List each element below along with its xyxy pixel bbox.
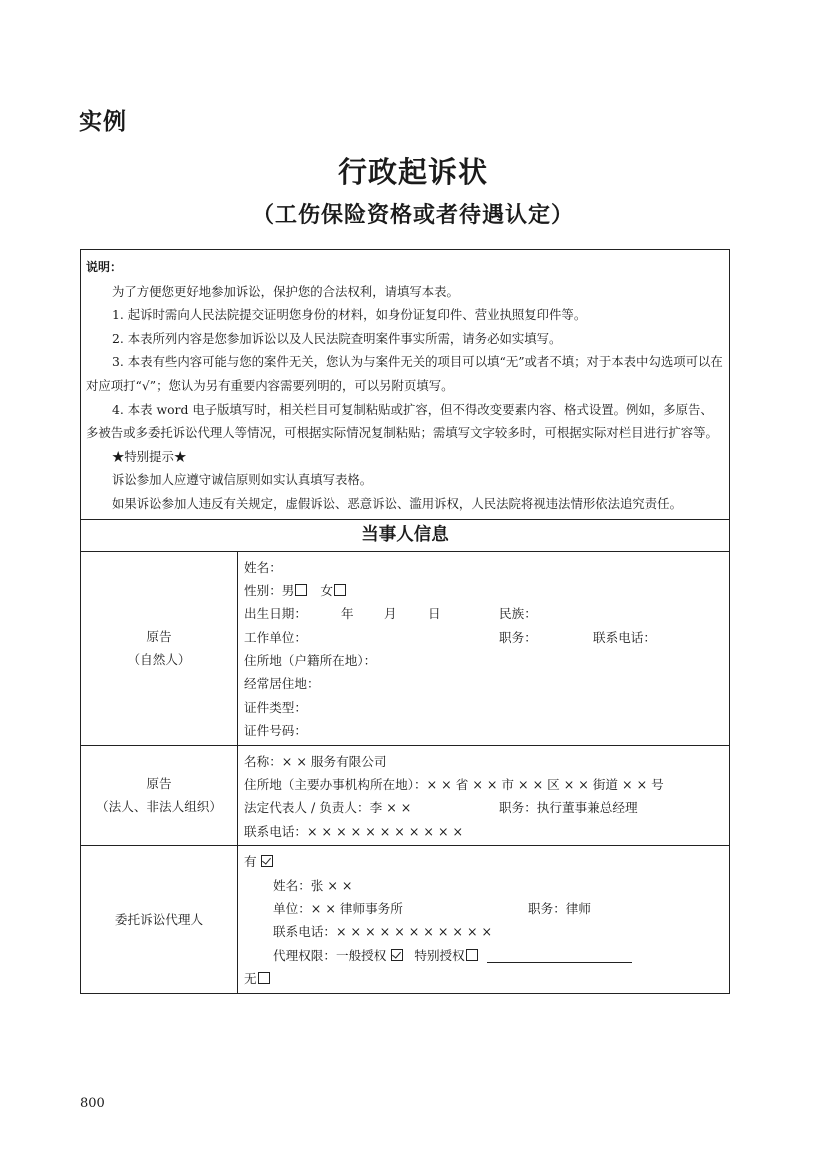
instruction-paragraph: 如果诉讼参加人违反有关规定，虚假诉讼、恶意诉讼、滥用诉权，人民法院将视违法情形依法追究责任。 (112, 495, 682, 511)
employer-field[interactable]: 工作单位： (244, 629, 307, 645)
general-authority-label: 代理权限：一般授权 (273, 947, 387, 963)
agent-name-field[interactable]: 姓名：张 × × (273, 877, 353, 893)
ethnicity-field[interactable]: 民族： (499, 606, 537, 622)
female-checkbox[interactable] (334, 584, 346, 596)
year-label: 年 (341, 606, 354, 622)
instruction-paragraph: 诉讼参加人应遵守诚信原则如实认真填写表格。 (112, 472, 373, 488)
birth-date-label: 出生日期： (244, 606, 307, 622)
special-authority-checkbox[interactable] (466, 949, 478, 961)
male-option-label: 男 (281, 582, 295, 598)
agent-row (81, 846, 730, 993)
month-label: 月 (384, 606, 397, 622)
employer-line (244, 626, 724, 649)
instruction-paragraph: 1. 起诉时需向人民法院提交证明您身份的材料，如身份证复印件、营业执照复印件等。 (112, 307, 587, 323)
instruction-paragraph: 4. 本表 word 电子版填写时，相关栏目可复制粘贴或扩容，但不得改变要素内容、格式设置。例如，多原告、多被告或多委托诉讼代理人等情况，可根据实际情况复制粘贴；需填写文字较多时，可根据实际对栏目进行扩容等。 (86, 401, 718, 441)
agent-has-checkbox[interactable] (261, 855, 273, 867)
residence-field[interactable]: 经常居住地： (244, 676, 320, 692)
section-title: 当事人信息 (81, 519, 730, 551)
document-title: 行政起诉状 (337, 155, 488, 189)
instruction-paragraph: 为了方便您更好地参加诉讼，保护您的合法权利，请填写本表。 (112, 283, 459, 299)
id-number-field[interactable]: 证件号码： (244, 723, 307, 739)
plaintiff-legal-label (81, 745, 238, 846)
instructions-row (81, 250, 730, 520)
agent-authority-line (244, 944, 724, 967)
representative-line (244, 796, 724, 819)
plaintiff-legal-row (81, 745, 730, 846)
birth-date-field[interactable] (244, 602, 724, 625)
agent-phone-field[interactable]: 联系电话：× × × × × × × × × × × (273, 924, 493, 940)
domicile-field[interactable]: 住所地（户籍所在地）： (244, 653, 377, 669)
agent-has-label: 有 (244, 854, 257, 870)
special-authority-blank[interactable] (487, 948, 632, 963)
section-heading: 实例 (79, 109, 127, 135)
representative-position-field[interactable]: 职务：执行董事兼总经理 (499, 800, 638, 816)
instruction-paragraph: 2. 本表所列内容是您参加诉讼以及人民法院查明案件事实所需，请务必如实填写。 (112, 330, 562, 346)
agent-position-field[interactable]: 职务：律师 (528, 901, 591, 916)
representative-field[interactable]: 法定代表人 / 负责人：李 × × (244, 800, 412, 816)
company-name-field[interactable]: 名称：× × 服务有限公司 (244, 753, 387, 769)
id-type-field[interactable]: 证件类型： (244, 699, 307, 715)
agent-none-checkbox[interactable] (258, 972, 270, 984)
plaintiff-natural-row (81, 551, 730, 745)
agent-none-option (244, 967, 724, 990)
company-phone-field[interactable]: 联系电话：× × × × × × × × × × × (244, 823, 464, 839)
instructions-block (81, 250, 729, 519)
female-option-label: 女 (320, 582, 333, 598)
section-title-row (81, 519, 730, 551)
male-checkbox[interactable] (295, 584, 307, 596)
plaintiff-legal-fields (238, 745, 730, 846)
day-label: 日 (428, 606, 441, 622)
agent-label: 委托诉讼代理人 (81, 846, 238, 993)
plaintiff-natural-label (81, 551, 238, 745)
plaintiff-natural-fields (238, 551, 730, 745)
agent-none-label: 无 (244, 971, 257, 987)
agent-has-option (244, 850, 724, 873)
page-number: 800 (80, 1096, 105, 1111)
agent-fields (238, 846, 730, 993)
party-label-line: 原告 (146, 629, 172, 645)
special-authority-label: 特别授权 (414, 947, 465, 963)
instructions-cell (81, 250, 730, 520)
document-subtitle: （工伤保险资格或者待遇认定） (251, 202, 574, 228)
special-notice-heading: ★特别提示★ (112, 448, 187, 464)
general-authority-checkbox[interactable] (391, 949, 403, 961)
agent-unit-field[interactable]: 单位：× × 律师事务所 (273, 901, 403, 916)
position-field[interactable]: 职务： (499, 629, 537, 645)
party-label-line: （自然人） (127, 652, 191, 668)
agent-unit-line (244, 897, 724, 920)
party-label-line: （法人、非法人组织） (96, 799, 222, 815)
complaint-form-table (80, 249, 730, 994)
party-label-line: 原告 (146, 776, 172, 792)
name-field[interactable]: 姓名： (244, 559, 282, 575)
phone-field[interactable]: 联系电话： (593, 629, 656, 645)
gender-field (244, 579, 724, 602)
company-address-field[interactable]: 住所地（主要办事机构所在地）：× × 省 × × 市 × × 区 × × 街道 × × 号 (244, 777, 664, 793)
instruction-paragraph: 3. 本表有些内容可能与您的案件无关，您认为与案件无关的项目可以填“无”或者不填；对于本表中勾选项可以在对应项打“√”；您认为另有重要内容需要列明的，可以另附页填写。 (86, 354, 723, 393)
gender-label: 性别： (244, 582, 282, 598)
instructions-label: 说明： (86, 260, 123, 274)
